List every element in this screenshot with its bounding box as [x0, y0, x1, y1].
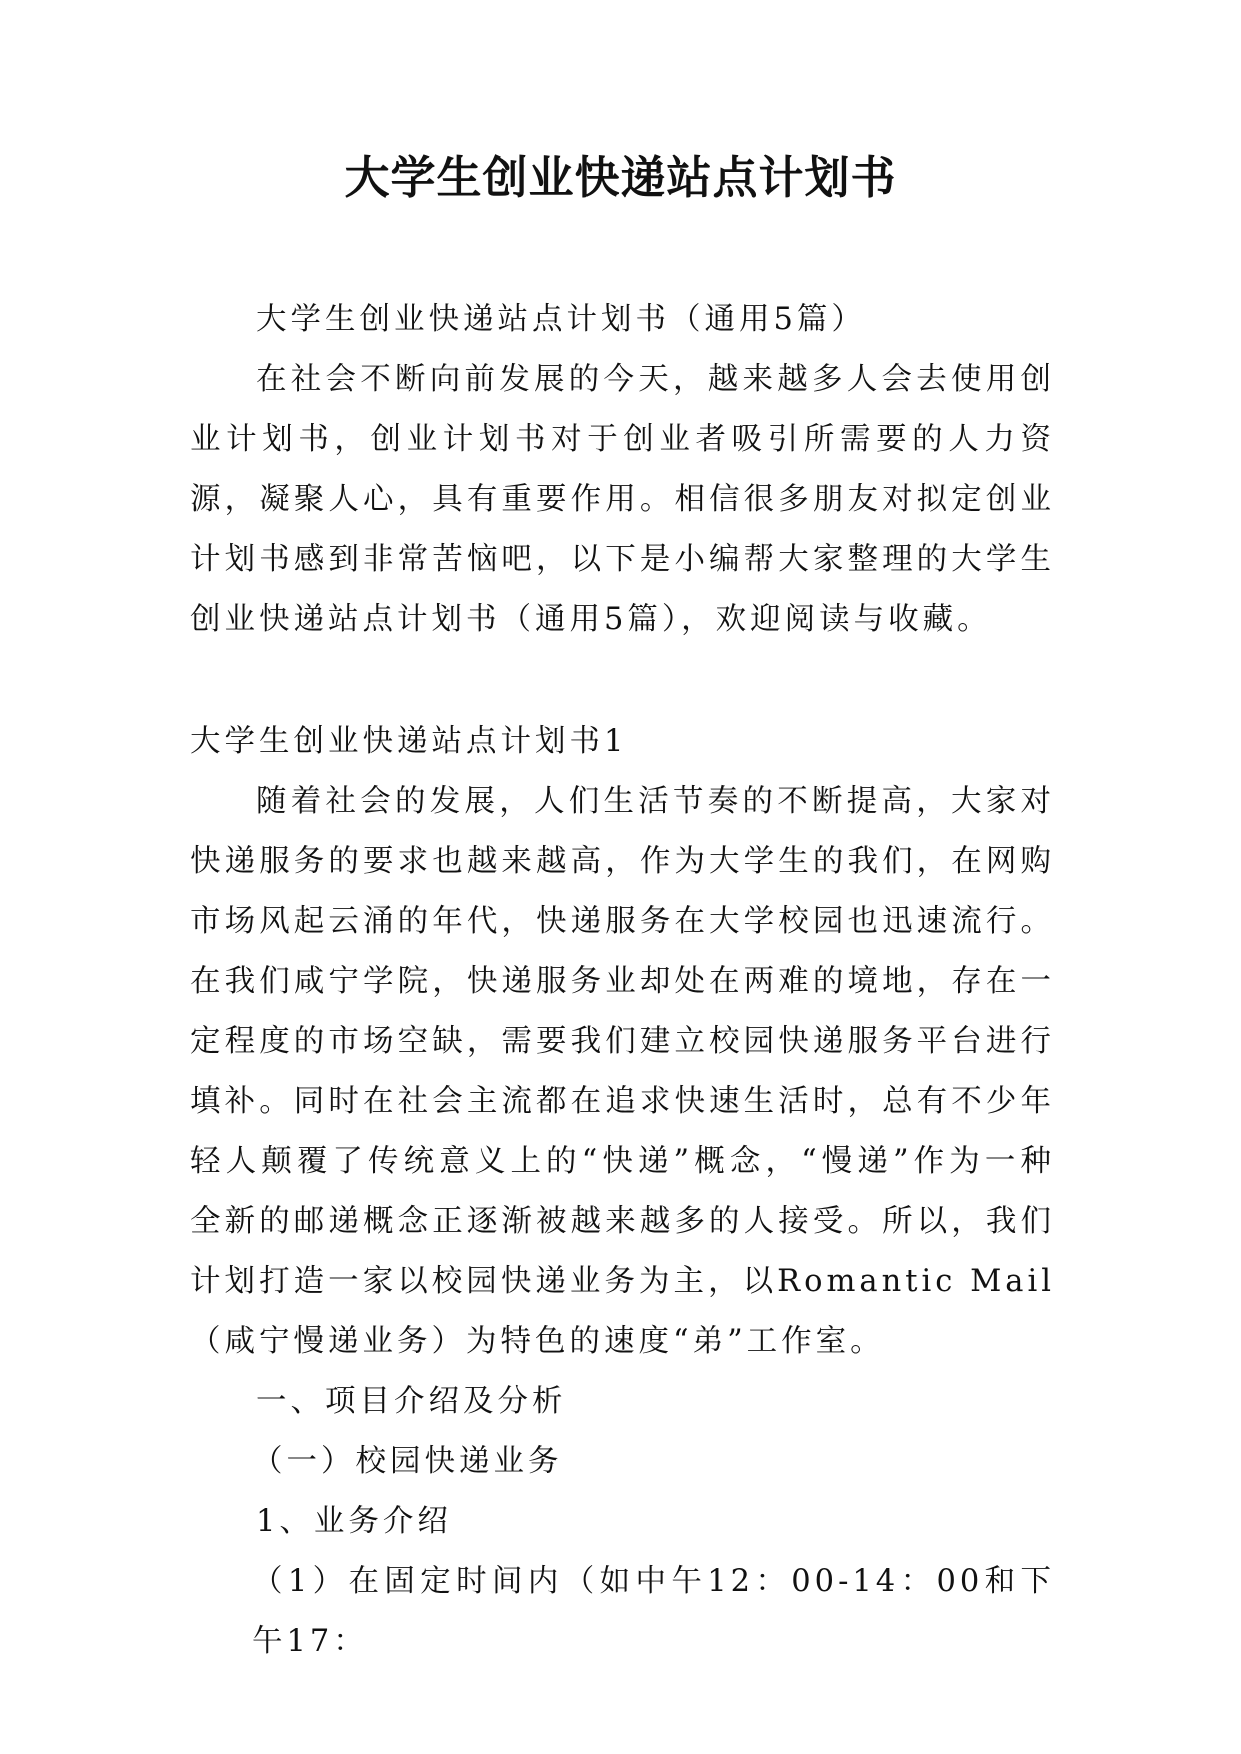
heading-business-intro: 1、业务介绍	[256, 1504, 452, 1539]
heading-campus-express: （一）校园快递业务	[252, 1444, 563, 1479]
document-title: 大学生创业快递站点计划书	[344, 151, 897, 204]
section-heading: 大学生创业快递站点计划书1	[190, 724, 628, 759]
section-paragraph: 随着社会的发展，人们生活节奏的不断提高，大家对快递服务的要求也越来越高，作为大学生的我们，在网购市场风起云涌的年代，快递服务在大学校园也迅速流行。在我们咸宁学院，快递服务业却处在两难的境地，存在一定程度的市场空缺，需要我们建立校园快递服务平台进行填补。同时在社会主流都在追求快速生活时，总有不少年轻人颠覆了传统意义上的“快递”概念，“慢递”作为一种全新的邮递概念正逐渐被越来越多的人接受。所以，我们计划打造一家以校园快递业务为主，以Romantic Mail（咸宁慢递业务）为特色的速度“弟”工作室。	[190, 784, 1055, 1359]
heading-project-intro: 一、项目介绍及分析	[256, 1384, 567, 1419]
document-body	[190, 290, 1055, 1672]
list-item: （1）在固定时间内（如中午12：00-14：00和下午17：	[252, 1564, 1055, 1659]
subtitle-line: 大学生创业快递站点计划书（通用5篇）	[256, 302, 866, 337]
intro-paragraph: 在社会不断向前发展的今天，越来越多人会去使用创业计划书，创业计划书对于创业者吸引所需要的人力资源，凝聚人心，具有重要作用。相信很多朋友对拟定创业计划书感到非常苦恼吧，以下是小编帮大家整理的大学生创业快递站点计划书（通用5篇），欢迎阅读与收藏。	[190, 362, 1055, 637]
